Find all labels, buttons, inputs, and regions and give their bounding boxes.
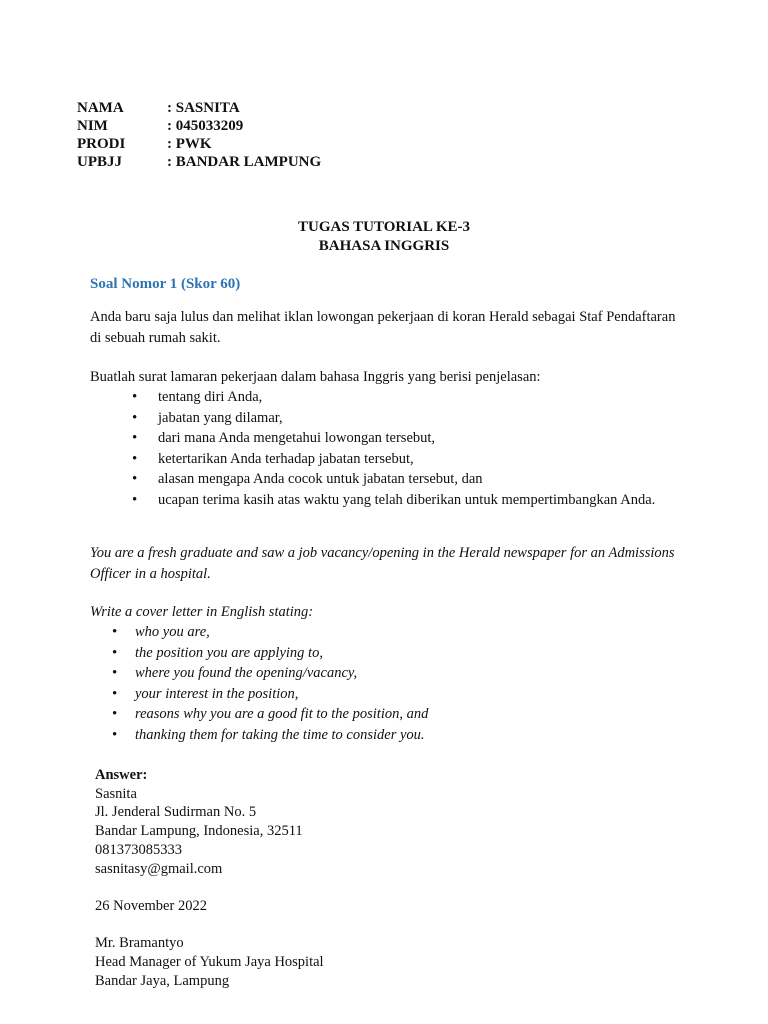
identity-row-upbjj (77, 153, 321, 171)
sender-phone: 081373085333 (95, 841, 182, 858)
spacer (95, 916, 324, 935)
sender-email: sasnitasy@gmail.com (95, 860, 223, 877)
identity-label: NIM (77, 118, 108, 134)
recipient-location: Bandar Jaya, Lampung (95, 972, 230, 989)
identity-label: NAMA (77, 100, 124, 116)
identity-label: PRODI (77, 136, 126, 152)
question-task-english: Write a cover letter in English stating: (90, 604, 314, 620)
identity-value: : BANDAR LAMPUNG (167, 154, 322, 170)
list-item: • where you found the opening/vacancy, (90, 663, 730, 684)
question-intro-english: You are a fresh graduate and saw a job vacancy/opening in the Herald newspaper for an Admissions Officer in a hospital. (90, 545, 675, 582)
list-item: • ucapan terima kasih atas waktu yang telah diberikan untuk mempertimbangkan Anda. (90, 490, 730, 511)
list-item: • alasan mengapa Anda cocok untuk jabatan tersebut, dan (90, 469, 730, 490)
question-heading: Soal Nomor 1 (Skor 60) (90, 276, 241, 292)
list-item: • the position you are applying to, (90, 643, 730, 664)
spacer (95, 878, 324, 897)
identity-block (77, 99, 321, 171)
bullet-list-indonesian (90, 387, 730, 510)
answer-label: Answer: (95, 767, 148, 783)
document-subtitle: BAHASA INGGRIS (318, 238, 450, 254)
bullet-list-english (90, 622, 730, 745)
list-item: • reasons why you are a good fit to the position, and (90, 704, 730, 725)
identity-value: : 045033209 (167, 118, 244, 134)
list-item: • thanking them for taking the time to consider you. (90, 725, 730, 746)
list-item: • tentang diri Anda, (90, 387, 730, 408)
list-item: • ketertarikan Anda terhadap jabatan tersebut, (90, 449, 730, 470)
answer-block (95, 766, 324, 990)
sender-address: Jl. Jenderal Sudirman No. 5 (95, 804, 257, 821)
recipient-title: Head Manager of Yukum Jaya Hospital (95, 954, 324, 970)
identity-label: UPBJJ (77, 154, 122, 170)
list-item: • jabatan yang dilamar, (90, 408, 730, 429)
question-task-indonesian: Buatlah surat lamaran pekerjaan dalam bahasa Inggris yang berisi penjelasan: (90, 369, 541, 385)
list-item: • your interest in the position, (90, 684, 730, 705)
recipient-name: Mr. Bramantyo (95, 935, 184, 952)
identity-row-prodi (77, 135, 321, 153)
list-item: • who you are, (90, 622, 730, 643)
identity-row-nama (77, 99, 321, 117)
question-intro-indonesian: Anda baru saja lulus dan melihat iklan lowongan pekerjaan di koran Herald sebagai Staf Pendaftaran di sebuah rumah sakit. (90, 309, 676, 346)
document-title: TUGAS TUTORIAL KE-3 (298, 219, 470, 235)
letter-date: 26 November 2022 (95, 897, 207, 914)
identity-value: : PWK (167, 136, 212, 152)
list-item: • dari mana Anda mengetahui lowongan tersebut, (90, 428, 730, 449)
sender-name: Sasnita (95, 785, 137, 802)
sender-city: Bandar Lampung, Indonesia, 32511 (95, 823, 303, 840)
identity-value: : SASNITA (167, 100, 240, 116)
identity-row-nim (77, 117, 321, 135)
